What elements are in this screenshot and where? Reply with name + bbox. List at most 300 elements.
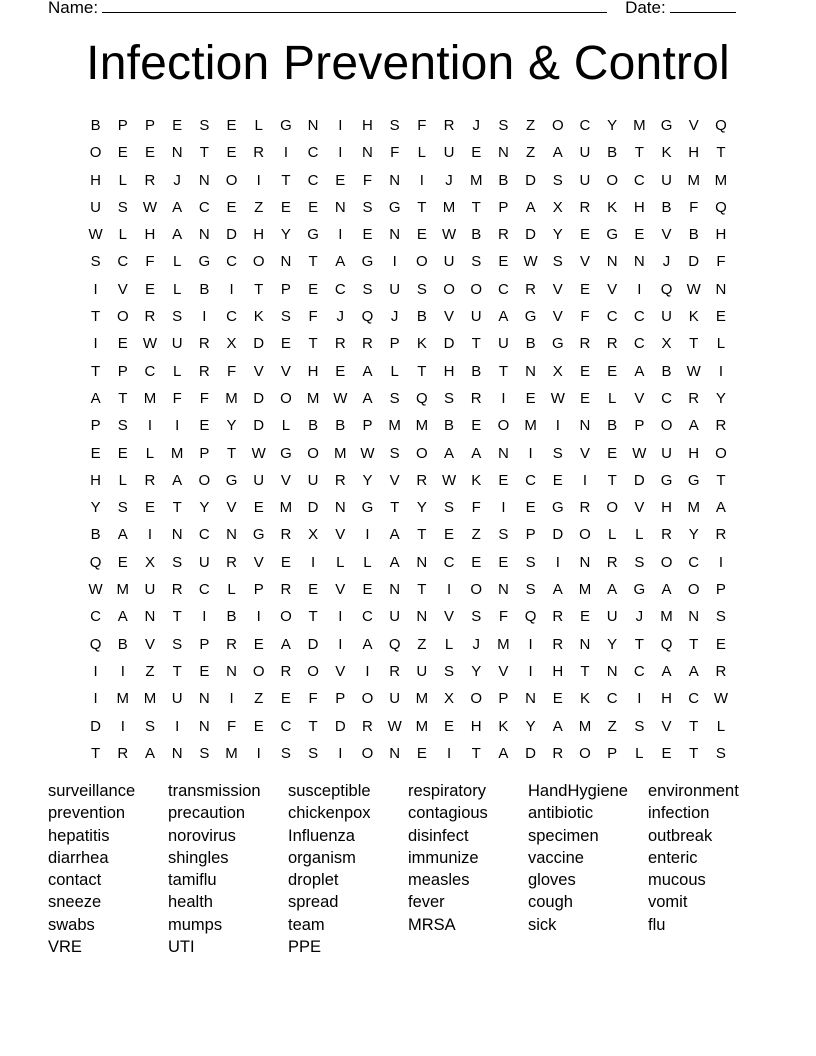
grid-letter[interactable]: E	[498, 253, 509, 271]
grid-letter[interactable]: M	[469, 171, 483, 189]
grid-letter[interactable]: B	[117, 635, 128, 653]
grid-letter[interactable]: Z	[254, 690, 264, 708]
grid-letter[interactable]: F	[417, 117, 427, 134]
grid-letter[interactable]: L	[716, 717, 726, 735]
grid-letter[interactable]: T	[689, 744, 699, 762]
grid-letter[interactable]: X	[226, 335, 237, 353]
grid-letter[interactable]: K	[416, 335, 427, 353]
grid-letter[interactable]: J	[472, 117, 480, 134]
grid-letter[interactable]: Q	[715, 198, 727, 216]
grid-letter[interactable]: S	[634, 717, 645, 735]
grid-letter[interactable]: R	[226, 635, 237, 653]
grid-letter[interactable]: L	[281, 417, 291, 435]
grid-letter[interactable]: V	[280, 471, 291, 489]
grid-letter[interactable]: I	[582, 471, 588, 489]
grid-letter[interactable]: Y	[607, 635, 618, 653]
grid-letter[interactable]: W	[441, 471, 457, 489]
grid-letter[interactable]: I	[283, 144, 288, 162]
grid-letter[interactable]: S	[498, 526, 509, 544]
name-blank-line[interactable]	[102, 0, 607, 13]
grid-letter[interactable]: O	[470, 280, 483, 298]
grid-letter[interactable]: T	[308, 717, 318, 735]
grid-letter[interactable]: N	[144, 608, 156, 626]
grid-letter[interactable]: G	[524, 308, 537, 326]
grid-letter[interactable]: W	[142, 335, 158, 353]
grid-letter[interactable]: O	[280, 389, 292, 407]
grid-letter[interactable]: T	[471, 335, 481, 353]
grid-letter[interactable]: S	[715, 744, 726, 762]
grid-letter[interactable]: H	[688, 144, 700, 162]
grid-letter[interactable]: F	[226, 717, 237, 735]
grid-letter[interactable]: T	[308, 253, 318, 271]
grid-letter[interactable]: Y	[90, 499, 101, 517]
grid-letter[interactable]: Y	[552, 226, 563, 244]
grid-letter[interactable]: S	[280, 308, 291, 326]
grid-letter[interactable]: R	[389, 662, 401, 680]
grid-letter[interactable]: G	[660, 117, 673, 134]
grid-letter[interactable]: I	[202, 308, 207, 326]
grid-letter[interactable]: T	[172, 662, 182, 680]
grid-letter[interactable]: T	[390, 499, 400, 517]
grid-letter[interactable]: P	[607, 744, 618, 762]
grid-letter[interactable]: S	[444, 662, 455, 680]
grid-letter[interactable]: O	[443, 280, 455, 298]
grid-letter[interactable]: H	[552, 662, 564, 680]
grid-letter[interactable]: E	[172, 117, 183, 134]
grid-letter[interactable]: V	[335, 581, 346, 599]
grid-letter[interactable]: T	[308, 608, 318, 626]
grid-letter[interactable]: X	[308, 526, 319, 544]
grid-letter[interactable]: N	[416, 608, 428, 626]
grid-letter[interactable]: R	[198, 335, 210, 353]
grid-letter[interactable]: I	[365, 526, 370, 544]
grid-letter[interactable]: I	[229, 280, 234, 298]
grid-letter[interactable]: F	[226, 362, 237, 380]
grid-letter[interactable]: L	[227, 581, 236, 599]
grid-letter[interactable]: M	[225, 389, 238, 407]
grid-letter[interactable]: A	[444, 444, 455, 462]
grid-letter[interactable]: O	[470, 581, 483, 599]
grid-letter[interactable]: O	[579, 744, 591, 762]
grid-letter[interactable]: E	[308, 280, 319, 298]
grid-letter[interactable]: S	[389, 117, 400, 134]
grid-letter[interactable]: O	[252, 253, 265, 271]
grid-letter[interactable]: T	[716, 471, 726, 489]
grid-letter[interactable]: H	[90, 171, 102, 189]
grid-letter[interactable]: E	[144, 144, 155, 162]
grid-letter[interactable]: I	[392, 253, 397, 271]
grid-letter[interactable]: Z	[254, 198, 264, 216]
grid-letter[interactable]: P	[362, 417, 373, 435]
grid-letter[interactable]: H	[443, 362, 455, 380]
grid-letter[interactable]: X	[144, 553, 155, 571]
grid-letter[interactable]: O	[497, 417, 510, 435]
grid-letter[interactable]: E	[579, 362, 590, 380]
grid-letter[interactable]: O	[252, 662, 265, 680]
grid-letter[interactable]: E	[362, 581, 373, 599]
grid-letter[interactable]: P	[498, 690, 509, 708]
grid-letter[interactable]: E	[607, 362, 618, 380]
grid-letter[interactable]: P	[199, 635, 210, 653]
grid-letter[interactable]: N	[579, 553, 591, 571]
grid-letter[interactable]: N	[579, 635, 591, 653]
grid-letter[interactable]: I	[528, 444, 533, 462]
grid-letter[interactable]: S	[552, 171, 563, 189]
grid-letter[interactable]: H	[90, 471, 102, 489]
grid-letter[interactable]: I	[338, 608, 343, 626]
grid-letter[interactable]: M	[415, 690, 429, 708]
grid-letter[interactable]: F	[308, 308, 318, 326]
grid-letter[interactable]: L	[607, 526, 617, 544]
grid-letter[interactable]: S	[280, 744, 291, 762]
grid-letter[interactable]: P	[144, 117, 155, 134]
grid-letter[interactable]: L	[118, 171, 127, 189]
grid-letter[interactable]: O	[470, 690, 483, 708]
grid-letter[interactable]: O	[551, 117, 564, 134]
grid-letter[interactable]: G	[361, 253, 374, 271]
grid-letter[interactable]: N	[389, 226, 401, 244]
grid-letter[interactable]: B	[607, 417, 618, 435]
grid-letter[interactable]: O	[361, 690, 374, 708]
grid-letter[interactable]: L	[363, 553, 372, 571]
grid-letter[interactable]: M	[687, 171, 700, 189]
grid-letter[interactable]: F	[362, 171, 373, 189]
grid-letter[interactable]: A	[552, 144, 563, 162]
grid-letter[interactable]: A	[335, 253, 346, 271]
grid-letter[interactable]: Q	[660, 635, 673, 653]
grid-letter[interactable]: J	[662, 253, 671, 271]
grid-letter[interactable]: S	[634, 553, 645, 571]
grid-letter[interactable]: L	[417, 144, 427, 162]
grid-letter[interactable]: T	[634, 144, 644, 162]
grid-letter[interactable]: M	[578, 581, 592, 599]
grid-letter[interactable]: C	[226, 308, 237, 326]
grid-letter[interactable]: A	[525, 198, 536, 216]
grid-letter[interactable]: G	[633, 581, 646, 599]
grid-letter[interactable]: X	[444, 690, 455, 708]
grid-letter[interactable]: E	[498, 471, 509, 489]
grid-letter[interactable]: T	[716, 144, 726, 162]
grid-letter[interactable]: I	[365, 662, 370, 680]
grid-letter[interactable]: T	[634, 635, 644, 653]
grid-letter[interactable]: W	[686, 362, 701, 380]
grid-letter[interactable]: W	[142, 198, 158, 216]
grid-letter[interactable]: X	[552, 362, 563, 380]
grid-letter[interactable]: R	[144, 171, 156, 189]
grid-letter[interactable]: E	[498, 553, 509, 571]
grid-letter[interactable]: E	[117, 335, 128, 353]
grid-letter[interactable]: Z	[526, 144, 536, 162]
grid-letter[interactable]: A	[389, 553, 400, 571]
grid-letter[interactable]: S	[144, 717, 155, 735]
grid-letter[interactable]: I	[637, 280, 642, 298]
grid-letter[interactable]: E	[308, 198, 319, 216]
grid-letter[interactable]: U	[497, 335, 509, 353]
grid-letter[interactable]: X	[661, 335, 672, 353]
grid-letter[interactable]: R	[579, 499, 591, 517]
grid-letter[interactable]: R	[579, 198, 591, 216]
grid-letter[interactable]: A	[688, 417, 699, 435]
grid-letter[interactable]: O	[606, 171, 618, 189]
grid-letter[interactable]: E	[525, 499, 536, 517]
grid-letter[interactable]: P	[634, 417, 645, 435]
grid-letter[interactable]: F	[689, 198, 699, 216]
grid-letter[interactable]: U	[253, 471, 265, 489]
grid-letter[interactable]: K	[471, 471, 482, 489]
grid-letter[interactable]: D	[90, 717, 102, 735]
grid-letter[interactable]: U	[144, 581, 156, 599]
grid-letter[interactable]: F	[308, 690, 318, 708]
grid-letter[interactable]: R	[552, 635, 564, 653]
grid-letter[interactable]: E	[226, 198, 237, 216]
grid-letter[interactable]: A	[634, 362, 645, 380]
grid-letter[interactable]: Q	[524, 608, 537, 626]
grid-letter[interactable]: V	[498, 662, 509, 680]
grid-letter[interactable]: U	[661, 308, 672, 326]
grid-letter[interactable]: E	[308, 581, 319, 599]
grid-letter[interactable]: A	[172, 198, 183, 216]
grid-letter[interactable]: M	[143, 690, 157, 708]
grid-letter[interactable]: H	[715, 226, 727, 244]
grid-letter[interactable]: I	[202, 608, 207, 626]
grid-letter[interactable]: C	[633, 662, 645, 680]
grid-letter[interactable]: O	[198, 471, 211, 489]
grid-letter[interactable]: E	[226, 144, 237, 162]
grid-letter[interactable]: Z	[145, 662, 155, 680]
grid-letter[interactable]: C	[198, 581, 210, 599]
grid-letter[interactable]: F	[498, 608, 508, 626]
grid-letter[interactable]: T	[281, 171, 291, 189]
grid-letter[interactable]: S	[117, 499, 128, 517]
grid-letter[interactable]: Y	[688, 526, 699, 544]
grid-letter[interactable]: Y	[471, 662, 482, 680]
grid-letter[interactable]: E	[280, 690, 291, 708]
grid-letter[interactable]: T	[308, 335, 318, 353]
grid-letter[interactable]: R	[552, 744, 564, 762]
grid-letter[interactable]: V	[280, 362, 291, 380]
grid-letter[interactable]: M	[306, 389, 320, 407]
grid-letter[interactable]: L	[172, 362, 182, 380]
grid-letter[interactable]: G	[280, 117, 292, 134]
grid-letter[interactable]: F	[145, 253, 155, 271]
grid-letter[interactable]: S	[117, 417, 128, 435]
grid-letter[interactable]: R	[171, 581, 183, 599]
grid-letter[interactable]: S	[525, 581, 536, 599]
grid-letter[interactable]: U	[579, 144, 591, 162]
grid-letter[interactable]: N	[688, 608, 700, 626]
grid-letter[interactable]: V	[335, 526, 346, 544]
grid-letter[interactable]: C	[144, 362, 156, 380]
grid-letter[interactable]: P	[117, 362, 128, 380]
grid-letter[interactable]: T	[471, 744, 481, 762]
grid-letter[interactable]: H	[688, 444, 700, 462]
grid-letter[interactable]: T	[689, 717, 699, 735]
grid-letter[interactable]: E	[117, 444, 128, 462]
grid-letter[interactable]: B	[471, 362, 482, 380]
grid-letter[interactable]: N	[334, 499, 346, 517]
grid-letter[interactable]: M	[116, 581, 130, 599]
grid-letter[interactable]: S	[525, 553, 536, 571]
grid-letter[interactable]: V	[661, 717, 672, 735]
grid-letter[interactable]: W	[713, 690, 728, 708]
grid-letter[interactable]: O	[307, 444, 319, 462]
grid-letter[interactable]: C	[226, 253, 237, 271]
grid-letter[interactable]: B	[199, 280, 210, 298]
grid-letter[interactable]: E	[117, 144, 128, 162]
grid-letter[interactable]: N	[171, 144, 183, 162]
grid-letter[interactable]: C	[117, 253, 129, 271]
grid-letter[interactable]: E	[362, 226, 373, 244]
grid-letter[interactable]: P	[199, 444, 210, 462]
grid-letter[interactable]: A	[144, 744, 155, 762]
grid-letter[interactable]: B	[90, 117, 101, 134]
grid-letter[interactable]: Y	[525, 717, 536, 735]
grid-letter[interactable]: E	[280, 335, 291, 353]
grid-letter[interactable]: A	[362, 362, 373, 380]
grid-letter[interactable]: I	[175, 417, 180, 435]
grid-letter[interactable]: M	[388, 417, 401, 435]
grid-letter[interactable]: W	[333, 389, 348, 407]
grid-letter[interactable]: U	[307, 471, 319, 489]
grid-letter[interactable]: B	[335, 417, 346, 435]
grid-letter[interactable]: I	[147, 526, 153, 544]
grid-letter[interactable]: S	[471, 253, 482, 271]
grid-letter[interactable]: B	[525, 335, 536, 353]
grid-letter[interactable]: L	[145, 444, 155, 462]
grid-letter[interactable]: C	[280, 717, 292, 735]
grid-letter[interactable]: V	[688, 117, 699, 134]
grid-letter[interactable]: N	[416, 553, 428, 571]
grid-letter[interactable]: P	[253, 581, 264, 599]
grid-letter[interactable]: D	[334, 717, 346, 735]
grid-letter[interactable]: R	[552, 608, 564, 626]
grid-letter[interactable]: C	[688, 690, 700, 708]
grid-letter[interactable]: N	[198, 171, 210, 189]
grid-letter[interactable]: M	[687, 499, 700, 517]
grid-letter[interactable]: C	[633, 171, 645, 189]
grid-letter[interactable]: I	[93, 662, 98, 680]
grid-letter[interactable]: G	[225, 471, 238, 489]
grid-letter[interactable]: I	[446, 744, 452, 762]
grid-letter[interactable]: H	[470, 717, 482, 735]
grid-letter[interactable]: F	[199, 389, 209, 407]
grid-letter[interactable]: P	[90, 417, 101, 435]
grid-letter[interactable]: U	[389, 608, 401, 626]
grid-letter[interactable]: I	[256, 171, 261, 189]
grid-letter[interactable]: T	[254, 280, 264, 298]
grid-letter[interactable]: E	[416, 744, 427, 762]
grid-letter[interactable]: S	[416, 280, 427, 298]
grid-letter[interactable]: B	[498, 171, 509, 189]
grid-letter[interactable]: Q	[660, 280, 673, 298]
grid-letter[interactable]: Y	[280, 226, 291, 244]
grid-letter[interactable]: J	[336, 308, 345, 326]
grid-letter[interactable]: R	[443, 117, 455, 134]
grid-letter[interactable]: S	[362, 280, 373, 298]
grid-letter[interactable]: O	[280, 608, 292, 626]
grid-letter[interactable]: M	[279, 499, 293, 517]
grid-letter[interactable]: T	[417, 526, 427, 544]
grid-letter[interactable]: E	[253, 717, 264, 735]
grid-letter[interactable]: R	[280, 581, 292, 599]
grid-letter[interactable]: M	[415, 717, 429, 735]
grid-letter[interactable]: B	[607, 144, 618, 162]
grid-letter[interactable]: A	[552, 581, 563, 599]
grid-letter[interactable]: A	[471, 444, 482, 462]
grid-letter[interactable]: D	[688, 253, 700, 271]
grid-letter[interactable]: V	[117, 280, 128, 298]
grid-letter[interactable]: H	[144, 226, 156, 244]
grid-letter[interactable]: I	[93, 280, 98, 298]
grid-letter[interactable]: R	[688, 389, 700, 407]
grid-letter[interactable]: D	[525, 226, 537, 244]
grid-letter[interactable]: Q	[715, 117, 727, 134]
grid-letter[interactable]: T	[417, 198, 427, 216]
grid-letter[interactable]: L	[607, 389, 617, 407]
grid-letter[interactable]: O	[416, 253, 428, 271]
grid-letter[interactable]: R	[525, 280, 537, 298]
grid-letter[interactable]: R	[144, 471, 156, 489]
grid-letter[interactable]: C	[525, 471, 537, 489]
grid-letter[interactable]: S	[444, 499, 455, 517]
grid-letter[interactable]: C	[688, 553, 700, 571]
grid-letter[interactable]: N	[389, 171, 401, 189]
grid-letter[interactable]: E	[199, 417, 210, 435]
grid-letter[interactable]: F	[580, 308, 590, 326]
grid-letter[interactable]: K	[579, 690, 590, 708]
grid-letter[interactable]: R	[280, 662, 292, 680]
grid-letter[interactable]: R	[579, 335, 591, 353]
grid-letter[interactable]: I	[311, 553, 316, 571]
grid-letter[interactable]: R	[198, 362, 210, 380]
grid-letter[interactable]: C	[307, 144, 319, 162]
grid-letter[interactable]: Q	[361, 308, 374, 326]
grid-letter[interactable]: E	[579, 280, 590, 298]
grid-letter[interactable]: I	[718, 362, 723, 380]
grid-letter[interactable]: I	[120, 717, 125, 735]
grid-letter[interactable]: B	[688, 226, 699, 244]
grid-letter[interactable]: I	[93, 690, 98, 708]
grid-letter[interactable]: I	[528, 662, 533, 680]
grid-letter[interactable]: R	[606, 335, 618, 353]
grid-letter[interactable]: A	[552, 717, 563, 735]
grid-letter[interactable]: P	[715, 581, 726, 599]
grid-letter[interactable]: D	[253, 417, 265, 435]
grid-letter[interactable]: M	[714, 171, 728, 189]
grid-letter[interactable]: M	[442, 198, 456, 216]
grid-letter[interactable]: N	[307, 117, 319, 134]
grid-letter[interactable]: C	[198, 526, 210, 544]
grid-letter[interactable]: E	[471, 553, 482, 571]
grid-letter[interactable]: C	[90, 608, 102, 626]
grid-letter[interactable]: W	[632, 444, 647, 462]
grid-letter[interactable]: B	[661, 362, 672, 380]
grid-letter[interactable]: U	[443, 253, 455, 271]
grid-letter[interactable]: T	[91, 362, 101, 380]
grid-letter[interactable]: U	[470, 308, 482, 326]
grid-letter[interactable]: A	[498, 308, 509, 326]
grid-letter[interactable]: N	[198, 690, 210, 708]
grid-letter[interactable]: K	[661, 144, 672, 162]
grid-letter[interactable]: C	[579, 117, 591, 134]
grid-letter[interactable]: E	[607, 444, 618, 462]
grid-letter[interactable]: G	[551, 335, 564, 353]
grid-letter[interactable]: S	[172, 308, 183, 326]
grid-letter[interactable]: N	[362, 144, 373, 162]
grid-letter[interactable]: I	[528, 635, 533, 653]
grid-letter[interactable]: E	[634, 226, 645, 244]
grid-letter[interactable]: I	[147, 417, 153, 435]
